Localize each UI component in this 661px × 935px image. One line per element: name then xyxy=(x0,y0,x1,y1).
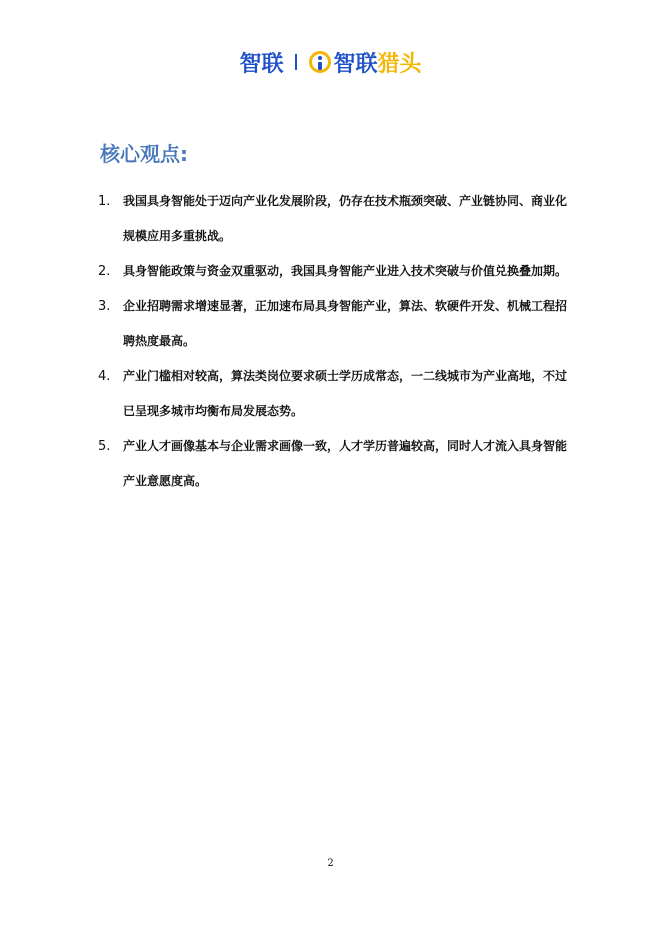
headhunter-logo-main: 智联 xyxy=(333,51,378,77)
zhaopin-logo: 智联 xyxy=(239,51,284,77)
section-title: 核心观点: xyxy=(100,142,188,166)
info-badge-dot xyxy=(318,56,322,60)
key-point-2 xyxy=(98,254,568,289)
key-points-list xyxy=(98,184,568,499)
page-number: 2 xyxy=(327,858,334,869)
page-header xyxy=(0,44,661,80)
key-point-number: 3. xyxy=(98,299,111,314)
key-point-5 xyxy=(98,429,568,499)
logo-divider xyxy=(295,54,297,70)
headhunter-logo-accent: 猎头 xyxy=(377,51,422,77)
key-point-text: 产业门槛相对较高，算法类岗位要求硕士学历成常态，一二线城市为产业高地，不过已呈现多城市均衡布局发展态势。 xyxy=(123,369,568,418)
key-point-number: 1. xyxy=(98,194,111,209)
key-point-3 xyxy=(98,289,568,359)
info-badge-icon xyxy=(309,51,331,73)
key-point-4 xyxy=(98,359,568,429)
key-point-number: 5. xyxy=(98,439,111,454)
key-point-number: 2. xyxy=(98,264,111,279)
key-point-text: 产业人才画像基本与企业需求画像一致，人才学历普遍较高，同时人才流入具身智能产业意愿度高。 xyxy=(123,439,568,488)
key-point-text: 我国具身智能处于迈向产业化发展阶段，仍存在技术瓶颈突破、产业链协同、商业化规模应用多重挑战。 xyxy=(123,194,568,243)
key-point-text: 具身智能政策与资金双重驱动，我国具身智能产业进入技术突破与价值兑换叠加期。 xyxy=(123,264,568,278)
key-point-1 xyxy=(98,184,568,254)
key-point-text: 企业招聘需求增速显著，正加速布局具身智能产业，算法、软硬件开发、机械工程招聘热度最高。 xyxy=(123,299,568,348)
key-point-number: 4. xyxy=(98,369,111,384)
zhaopin-headhunter-logo xyxy=(309,47,421,78)
info-badge-stem xyxy=(318,62,322,70)
